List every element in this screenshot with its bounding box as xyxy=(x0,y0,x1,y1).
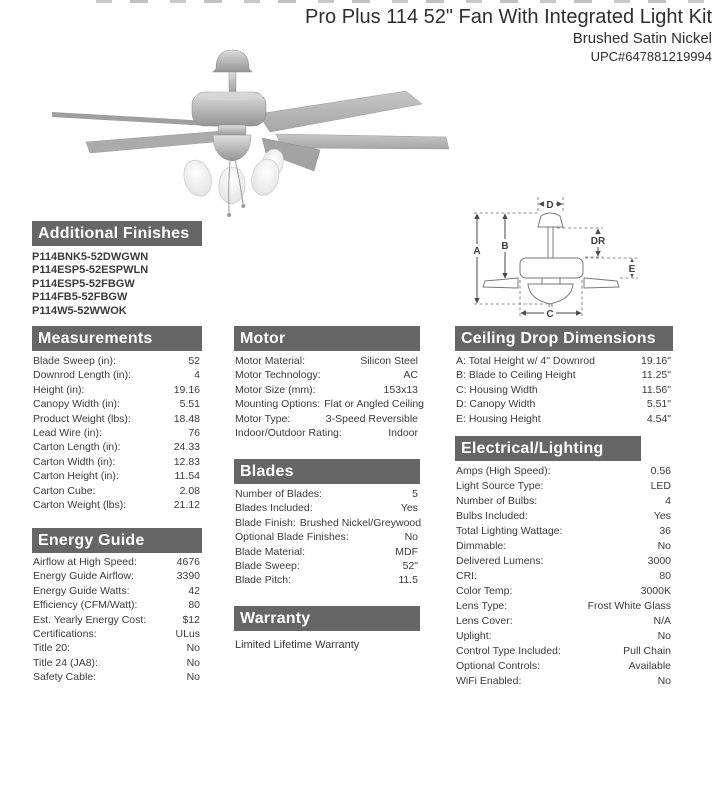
spec-label: Canopy Width (in): xyxy=(33,398,120,411)
spec-value: 5.51 xyxy=(179,398,200,411)
dimension-diagram xyxy=(462,183,702,319)
spec-value: Available xyxy=(628,660,671,672)
spec-label: Carton Width (in): xyxy=(33,455,116,468)
spec-value: 18.48 xyxy=(173,412,200,425)
finish-code: P114ESP5-52ESPWLN xyxy=(32,264,149,277)
spec-row xyxy=(455,539,673,554)
spec-label: Blade Finish: xyxy=(235,516,296,529)
spec-value: 80 xyxy=(188,599,200,612)
fan-motor-housing xyxy=(192,92,266,127)
finish-code: P114W5-52WWOK xyxy=(32,304,127,317)
motor-rows xyxy=(234,354,425,440)
spec-value: No xyxy=(186,671,200,684)
spec-value: No xyxy=(657,540,671,552)
spec-row xyxy=(32,656,202,670)
finish-code: P114ESP5-52FBGW xyxy=(32,277,135,290)
motor-header: Motor xyxy=(234,326,420,351)
spec-label: Lens Type: xyxy=(456,600,508,612)
spec-label: Delivered Lumens: xyxy=(456,555,544,567)
spec-value: 153x13 xyxy=(383,383,418,396)
spec-value: 21.12 xyxy=(173,499,200,512)
spec-value: ULus xyxy=(175,628,200,641)
spec-value: 2.08 xyxy=(179,484,200,497)
spec-row xyxy=(455,412,673,426)
spec-value: 12.83 xyxy=(173,455,200,468)
spec-label: Carton Height (in): xyxy=(33,470,119,483)
spec-label: Blade Material: xyxy=(235,545,306,558)
cropped-text-artifact xyxy=(96,0,710,3)
spec-value: 11.5 xyxy=(398,574,418,587)
spec-row xyxy=(32,569,202,583)
spec-value: 4676 xyxy=(176,556,200,568)
spec-row xyxy=(455,383,673,397)
spec-row xyxy=(234,412,420,426)
spec-label: Motor Type: xyxy=(235,412,291,425)
spec-label: Title 20: xyxy=(33,642,70,655)
spec-label: Safety Cable: xyxy=(33,671,97,684)
spec-value: 24.33 xyxy=(173,441,200,454)
spec-value: No xyxy=(657,630,671,642)
spec-row xyxy=(234,501,420,515)
spec-label: B: Blade to Ceiling Height xyxy=(456,369,576,382)
dim-label-dr: DR xyxy=(590,236,606,247)
spec-label: Optional Blade Finishes: xyxy=(235,531,349,544)
spec-row xyxy=(455,554,673,569)
spec-value: No xyxy=(657,675,671,687)
spec-label: Number of Blades: xyxy=(235,488,322,500)
spec-label: Certifications: xyxy=(33,628,97,641)
spec-label: Number of Bulbs: xyxy=(456,495,538,507)
spec-row xyxy=(234,487,420,501)
spec-row xyxy=(32,426,202,440)
spec-row xyxy=(32,555,202,569)
spec-label: D: Canopy Width xyxy=(456,398,536,411)
spec-label: A: Total Height w/ 4" Downrod xyxy=(456,355,595,367)
spec-row xyxy=(455,644,673,659)
additional-finishes-header: Additional Finishes xyxy=(32,221,202,246)
spec-label: Light Source Type: xyxy=(456,480,544,492)
spec-label: Motor Size (mm): xyxy=(235,383,316,396)
spec-row xyxy=(455,368,673,382)
section-blades xyxy=(234,459,420,588)
spec-row xyxy=(455,464,673,479)
spec-label: WiFi Enabled: xyxy=(456,675,522,687)
spec-row xyxy=(32,498,202,512)
electrical-lighting-header: Electrical/Lighting xyxy=(455,436,641,461)
section-additional-finishes xyxy=(32,221,202,318)
spec-row xyxy=(32,598,202,612)
spec-value: 3000K xyxy=(640,585,671,597)
spec-row xyxy=(234,530,420,544)
dim-label-b: B xyxy=(501,241,509,252)
spec-value: LED xyxy=(650,480,671,492)
spec-row xyxy=(455,629,673,644)
spec-label: CRI: xyxy=(456,570,477,582)
diagram-fan-outline xyxy=(483,213,619,308)
spec-label: Carton Length (in): xyxy=(33,441,121,454)
spec-label: Lead Wire (in): xyxy=(33,427,102,440)
spec-row xyxy=(234,368,420,382)
spec-value: 19.16" xyxy=(640,355,671,367)
spec-value: 4 xyxy=(194,369,200,382)
spec-row xyxy=(32,368,202,382)
ceiling-drop-header: Ceiling Drop Dimensions xyxy=(455,326,673,351)
section-ceiling-drop-dimensions xyxy=(455,326,673,426)
spec-label: Height (in): xyxy=(33,383,85,396)
spec-label: C: Housing Width xyxy=(456,383,538,396)
spec-label: Indoor/Outdoor Rating: xyxy=(235,427,342,440)
spec-row xyxy=(455,524,673,539)
spec-row xyxy=(32,469,202,483)
spec-value: 5.51" xyxy=(646,398,671,411)
spec-label: Blades Included: xyxy=(235,502,313,515)
spec-value: Indoor xyxy=(388,427,418,440)
page-title: Pro Plus 114 52" Fan With Integrated Light Kit xyxy=(305,6,712,28)
spec-label: Bulbs Included: xyxy=(456,510,528,522)
spec-row xyxy=(234,426,420,440)
upc-code: UPC#647881219994 xyxy=(590,49,712,64)
spec-label: Est. Yearly Energy Cost: xyxy=(33,613,147,626)
spec-value: No xyxy=(186,642,200,655)
measurements-header: Measurements xyxy=(32,326,202,351)
section-motor xyxy=(234,326,425,440)
spec-value: AC xyxy=(403,369,418,382)
spec-value: 76 xyxy=(188,427,200,440)
spec-row xyxy=(234,545,420,559)
spec-row xyxy=(32,455,202,469)
spec-value: Frost White Glass xyxy=(587,600,671,612)
blades-header: Blades xyxy=(234,459,420,484)
spec-row xyxy=(455,354,673,368)
spec-value: Yes xyxy=(400,502,418,515)
fan-canopy xyxy=(213,50,252,95)
spec-label: Optional Controls: xyxy=(456,660,541,672)
spec-value: No xyxy=(404,531,418,544)
warranty-header: Warranty xyxy=(234,606,420,631)
spec-value: N/A xyxy=(653,615,671,627)
spec-label: Carton Cube: xyxy=(33,484,96,497)
spec-value: 19.16 xyxy=(173,383,200,396)
section-warranty xyxy=(234,606,420,651)
spec-row xyxy=(32,613,202,627)
spec-row xyxy=(455,509,673,524)
spec-label: Carton Weight (lbs): xyxy=(33,499,127,512)
dim-label-c: C xyxy=(546,309,554,319)
spec-label: Airflow at High Speed: xyxy=(33,556,137,568)
spec-value: 0.56 xyxy=(650,465,671,477)
spec-value: Flat or Angled Ceiling xyxy=(324,398,425,411)
spec-label: Product Weight (lbs): xyxy=(33,412,131,425)
spec-label: Blade Sweep: xyxy=(235,560,300,573)
spec-row xyxy=(32,641,202,655)
spec-label: Blade Sweep (in): xyxy=(33,355,116,367)
dim-label-e: E xyxy=(628,264,636,275)
spec-value: 4.54" xyxy=(646,412,671,425)
spec-value: 3000 xyxy=(647,555,671,567)
measurements-rows xyxy=(32,354,202,512)
spec-row xyxy=(234,383,420,397)
spec-row xyxy=(234,516,420,530)
spec-label: Total Lighting Wattage: xyxy=(456,525,563,537)
spec-value: 11.54 xyxy=(174,470,200,483)
spec-row xyxy=(32,484,202,498)
spec-value: 80 xyxy=(659,570,671,582)
spec-row xyxy=(455,584,673,599)
spec-label: Motor Material: xyxy=(235,355,306,367)
spec-value: 5 xyxy=(412,488,418,500)
spec-label: Amps (High Speed): xyxy=(456,465,551,477)
spec-row xyxy=(32,670,202,684)
spec-value: 52" xyxy=(402,560,418,573)
spec-value: No xyxy=(186,656,200,669)
spec-label: E: Housing Height xyxy=(456,412,541,425)
spec-label: Lens Cover: xyxy=(456,615,513,627)
spec-label: Uplight: xyxy=(456,630,492,642)
spec-row xyxy=(234,397,425,411)
spec-label: Motor Technology: xyxy=(235,369,321,382)
spec-row xyxy=(234,559,420,573)
spec-row xyxy=(455,479,673,494)
spec-value: 52 xyxy=(188,355,200,367)
product-finish-name: Brushed Satin Nickel xyxy=(572,30,712,47)
spec-value: Pull Chain xyxy=(623,645,671,657)
spec-value: Silicon Steel xyxy=(360,355,418,367)
spec-row xyxy=(32,627,202,641)
spec-row xyxy=(32,584,202,598)
ceiling-drop-rows xyxy=(455,354,673,426)
spec-row xyxy=(455,397,673,411)
fan-photo xyxy=(30,38,460,223)
spec-label: Blade Pitch: xyxy=(235,574,292,587)
blades-rows xyxy=(234,487,420,588)
spec-row xyxy=(455,614,673,629)
finish-code: P114BNK5-52DWGWN xyxy=(32,251,149,263)
spec-row xyxy=(32,412,202,426)
spec-label: Color Temp: xyxy=(456,585,513,597)
spec-row xyxy=(455,674,673,689)
spec-value: Yes xyxy=(653,510,671,522)
energy-guide-header: Energy Guide xyxy=(32,528,202,553)
dim-label-a: A xyxy=(473,246,481,257)
spec-row xyxy=(234,354,420,368)
spec-label: Control Type Included: xyxy=(456,645,561,657)
spec-label: Mounting Options: xyxy=(235,398,321,411)
spec-label: Dimmable: xyxy=(456,540,507,552)
spec-row xyxy=(455,494,673,509)
spec-row xyxy=(32,397,202,411)
section-electrical-lighting xyxy=(455,436,673,689)
spec-label: Downrod Length (in): xyxy=(33,369,132,382)
electrical-lighting-rows xyxy=(455,464,673,689)
spec-label: Energy Guide Watts: xyxy=(33,584,130,597)
spec-value: 3390 xyxy=(176,570,200,583)
spec-row xyxy=(32,383,202,397)
energy-guide-rows xyxy=(32,555,202,685)
spec-value: 3-Speed Reversible xyxy=(325,412,418,425)
section-energy-guide xyxy=(32,528,202,685)
spec-value: 36 xyxy=(659,525,671,537)
spec-label: Energy Guide Airflow: xyxy=(33,570,134,583)
spec-label: Efficiency (CFM/Watt): xyxy=(33,599,138,612)
spec-value: 42 xyxy=(188,584,200,597)
spec-value: MDF xyxy=(395,545,418,558)
warranty-text: Limited Lifetime Warranty xyxy=(235,639,360,651)
spec-row xyxy=(455,599,673,614)
spec-value: $12 xyxy=(182,613,200,626)
spec-row xyxy=(32,354,202,368)
dim-label-d: D xyxy=(546,200,554,211)
finish-code: P114FB5-52FBGW xyxy=(32,291,128,304)
spec-row xyxy=(455,659,673,674)
spec-label: Title 24 (JA8): xyxy=(33,656,98,669)
section-measurements xyxy=(32,326,202,512)
spec-row xyxy=(32,440,202,454)
spec-value: 4 xyxy=(665,495,671,507)
spec-value: 11.25" xyxy=(641,369,671,382)
spec-row xyxy=(455,569,673,584)
spec-row xyxy=(234,573,420,587)
finish-list xyxy=(32,251,202,318)
spec-value: 11.56" xyxy=(641,383,671,396)
spec-value: Brushed Nickel/Greywood xyxy=(299,516,422,529)
